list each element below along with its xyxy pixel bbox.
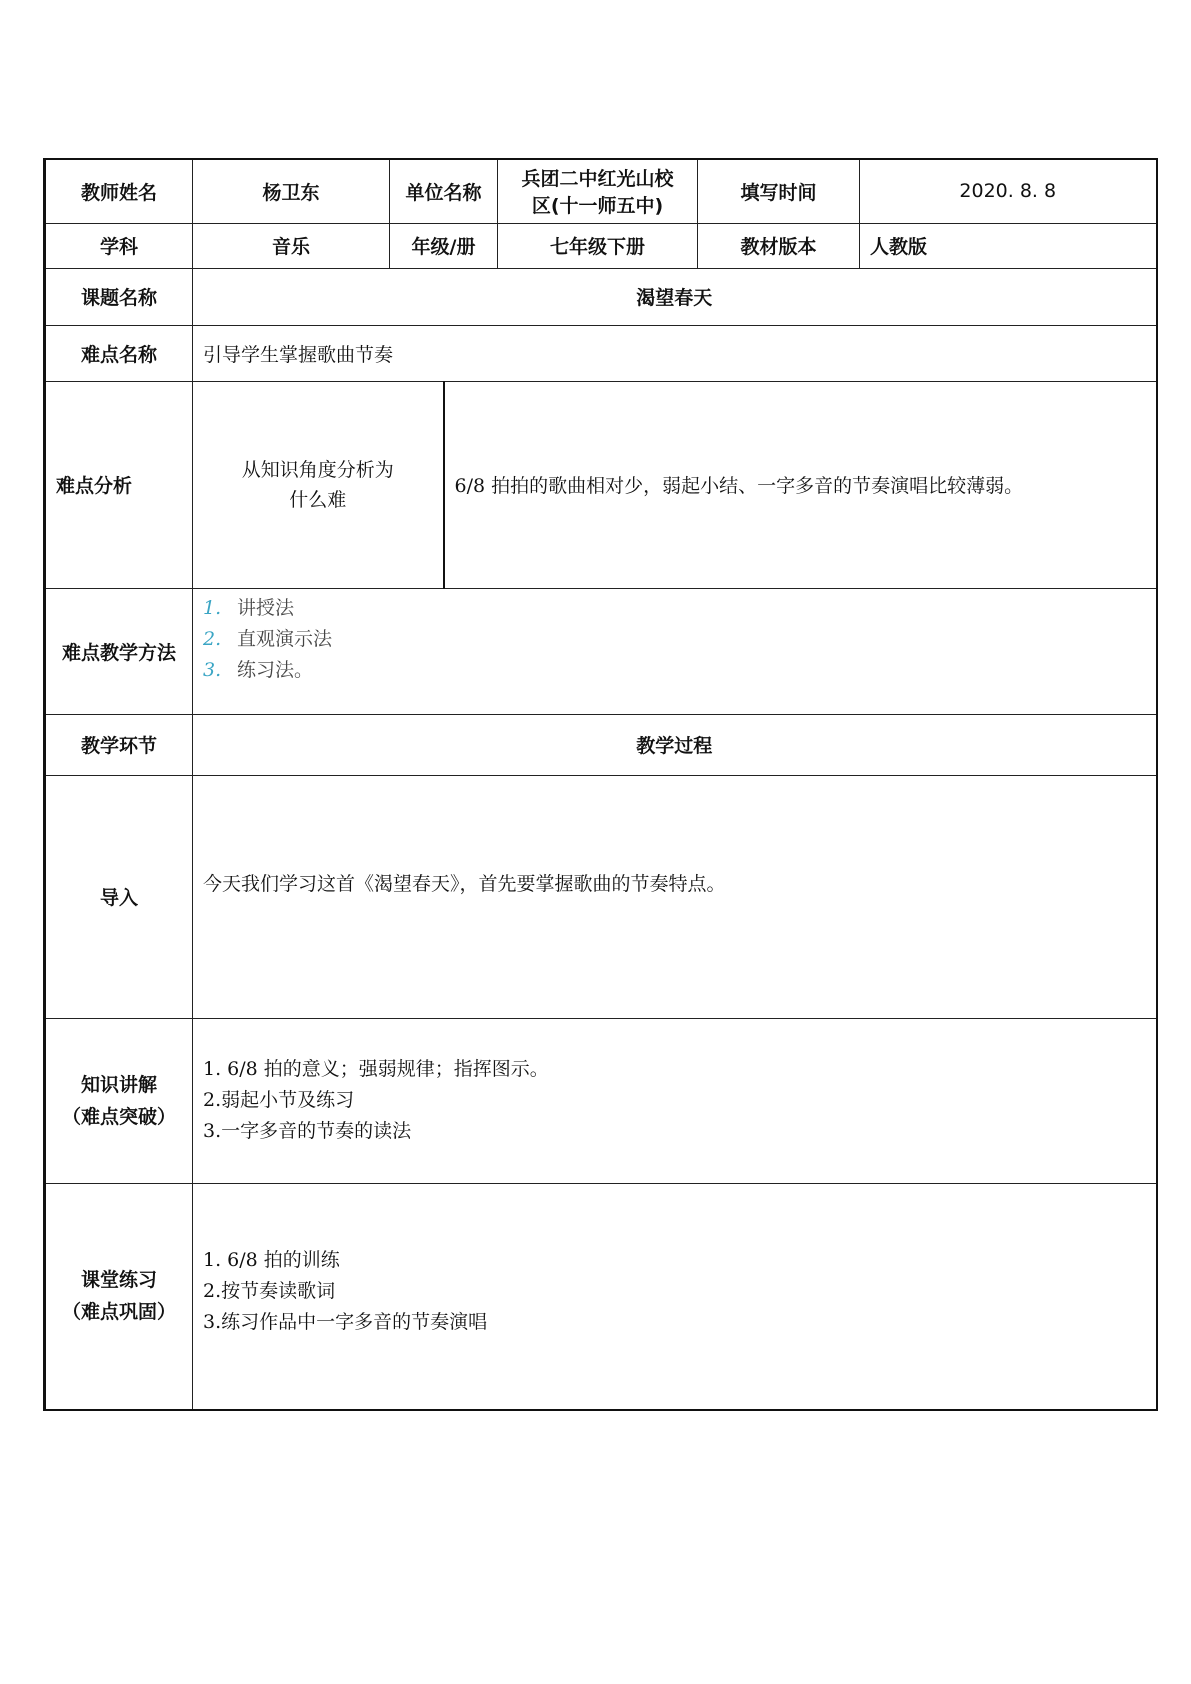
method-number: 2. bbox=[203, 627, 222, 650]
practice-label bbox=[45, 1183, 193, 1410]
topic-row bbox=[45, 268, 1157, 325]
teacher-name-label: 教师姓名 bbox=[45, 159, 193, 223]
knowledge-label bbox=[45, 1018, 193, 1183]
unit-name-label: 单位名称 bbox=[390, 159, 498, 223]
method-text: 练习法。 bbox=[237, 658, 314, 681]
intro-value: 今天我们学习这首《渴望春天》，首先要掌握歌曲的节奏特点。 bbox=[193, 775, 1157, 1018]
method-number: 3. bbox=[203, 658, 222, 681]
difficulty-value: 引导学生掌握歌曲节奏 bbox=[193, 325, 1157, 381]
fill-date-value: 2020. 8. 8 bbox=[860, 159, 1157, 223]
process-header-value: 教学过程 bbox=[193, 714, 1157, 775]
topic-value: 渴望春天 bbox=[193, 268, 1157, 325]
analysis-label: 难点分析 bbox=[45, 381, 193, 588]
knowledge-item: 1. 6/8 拍的意义；强弱规律；指挥图示。 bbox=[203, 1058, 549, 1080]
analysis-value: 6/8 拍拍的歌曲相对少，弱起小结、一字多音的节奏演唱比较薄弱。 bbox=[444, 381, 1157, 588]
subject-label: 学科 bbox=[45, 223, 193, 268]
unit-name-value bbox=[498, 159, 698, 223]
knowledge-item: 3.一字多音的节奏的读法 bbox=[203, 1120, 412, 1142]
method-item bbox=[203, 593, 1146, 624]
edition-label: 教材版本 bbox=[698, 223, 860, 268]
methods-label: 难点教学方法 bbox=[45, 588, 193, 714]
subject-value: 音乐 bbox=[193, 223, 390, 268]
knowledge-label-line-2: （难点突破） bbox=[61, 1105, 176, 1128]
grade-value: 七年级下册 bbox=[498, 223, 698, 268]
practice-label-line-1: 课堂练习 bbox=[80, 1269, 157, 1292]
method-item bbox=[203, 655, 1146, 686]
edition-value: 人教版 bbox=[860, 223, 1157, 268]
method-item bbox=[203, 624, 1146, 655]
process-stage-label: 教学环节 bbox=[45, 714, 193, 775]
intro-label: 导入 bbox=[45, 775, 193, 1018]
analysis-sub-label bbox=[193, 381, 444, 588]
practice-row bbox=[45, 1183, 1157, 1410]
knowledge-item: 2.弱起小节及练习 bbox=[203, 1089, 355, 1111]
teacher-name-value: 杨卫东 bbox=[193, 159, 390, 223]
method-number: 1. bbox=[203, 596, 222, 619]
practice-item: 2.按节奏读歌词 bbox=[203, 1279, 336, 1302]
analysis-sub-label-line-1: 从知识角度分析为 bbox=[241, 458, 394, 481]
lesson-plan-table bbox=[43, 158, 1158, 1411]
unit-name-line-2: 区(十一师五中) bbox=[531, 195, 664, 218]
analysis-row bbox=[45, 381, 1157, 588]
difficulty-row bbox=[45, 325, 1157, 381]
knowledge-row bbox=[45, 1018, 1157, 1183]
process-header-row bbox=[45, 714, 1157, 775]
unit-name-line-1: 兵团二中红光山校 bbox=[521, 168, 674, 191]
header-row-1 bbox=[45, 159, 1157, 223]
topic-label: 课题名称 bbox=[45, 268, 193, 325]
methods-list bbox=[193, 588, 1157, 714]
knowledge-label-line-1: 知识讲解 bbox=[80, 1073, 157, 1096]
intro-row bbox=[45, 775, 1157, 1018]
fill-date-label: 填写时间 bbox=[698, 159, 860, 223]
difficulty-label: 难点名称 bbox=[45, 325, 193, 381]
knowledge-list bbox=[193, 1018, 1157, 1183]
practice-item: 3.练习作品中一字多音的节奏演唱 bbox=[203, 1310, 488, 1333]
method-text: 讲授法 bbox=[237, 596, 295, 619]
analysis-sub-label-line-2: 什么难 bbox=[289, 488, 347, 511]
method-text: 直观演示法 bbox=[237, 627, 333, 650]
practice-list bbox=[193, 1183, 1157, 1410]
header-row-2 bbox=[45, 223, 1157, 268]
methods-row bbox=[45, 588, 1157, 714]
practice-item: 1. 6/8 拍的训练 bbox=[203, 1248, 340, 1271]
grade-label: 年级/册 bbox=[390, 223, 498, 268]
practice-label-line-2: （难点巩固） bbox=[61, 1301, 176, 1324]
